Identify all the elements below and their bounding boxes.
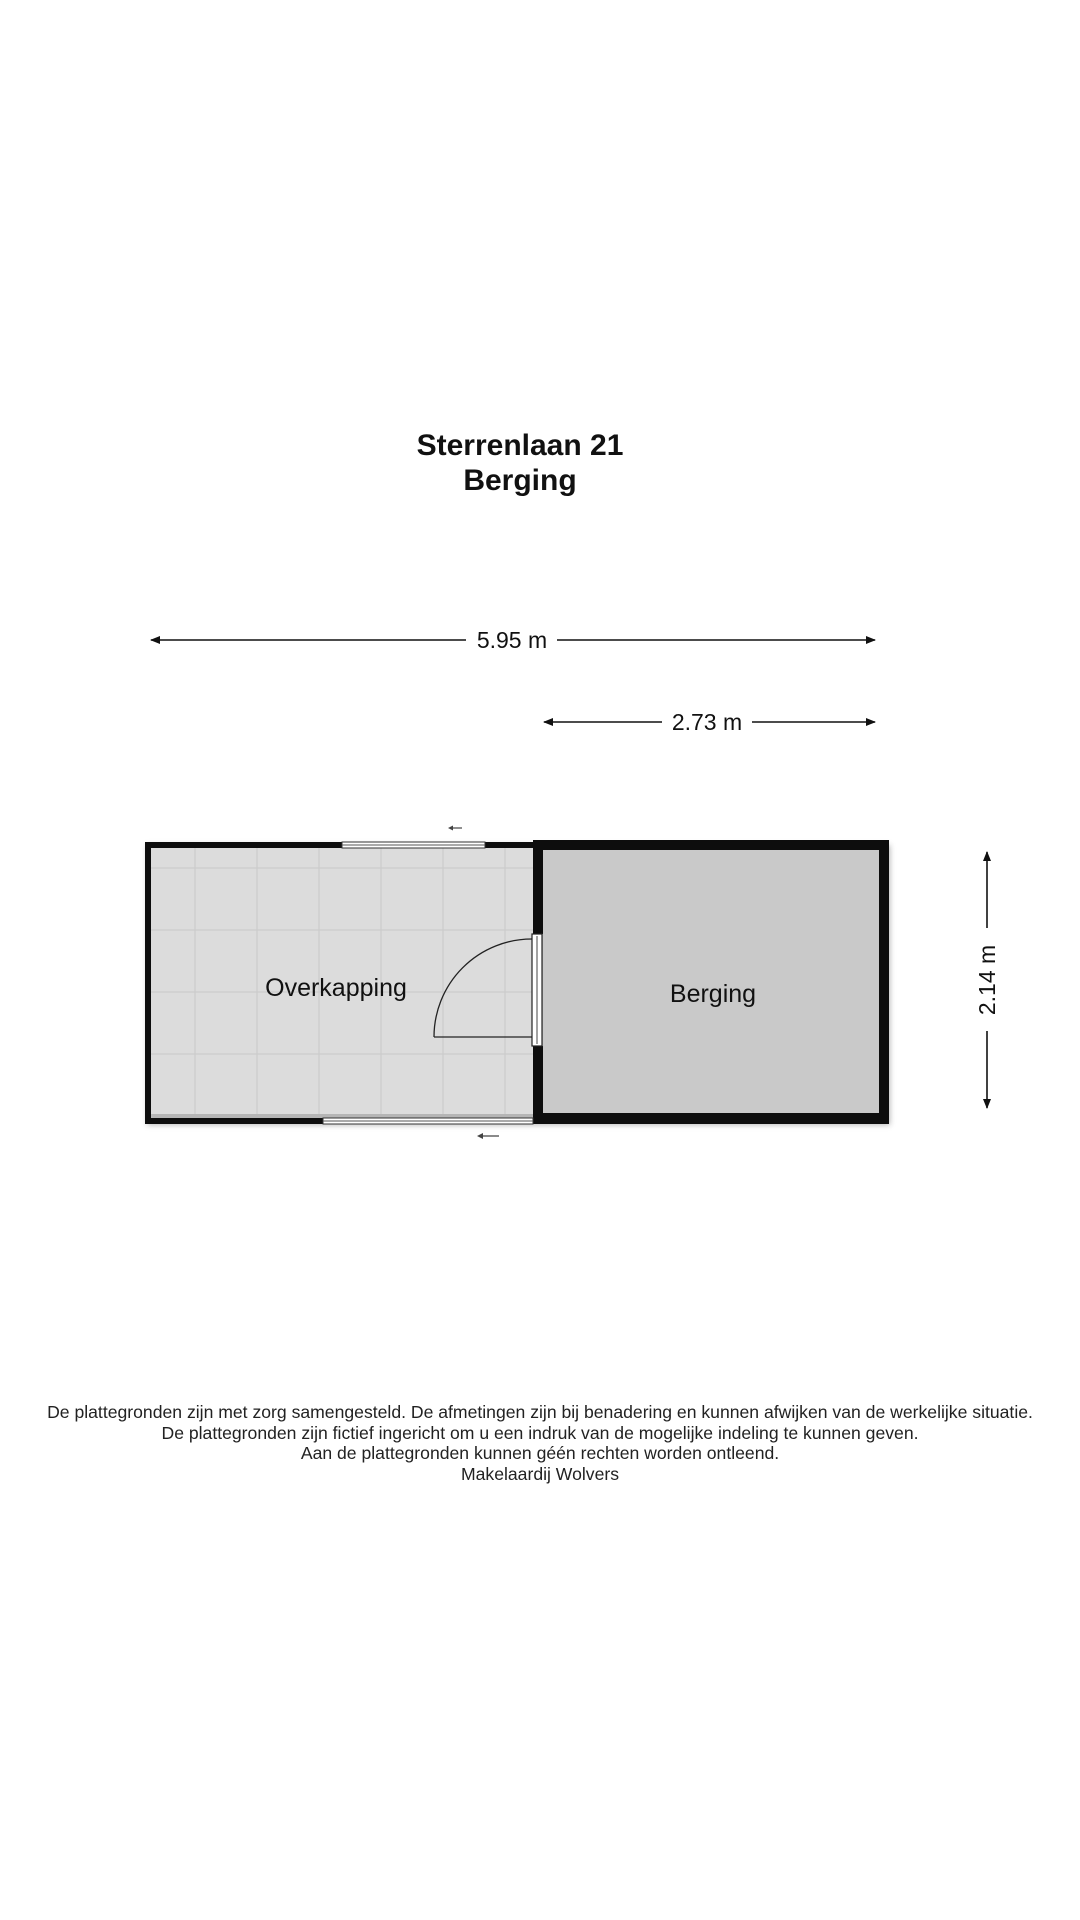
- dimension-total-width-label: 5.95 m: [476, 627, 548, 653]
- dimension-depth-label: 2.14 m: [974, 944, 1000, 1016]
- dimension-berging-width: [544, 709, 875, 735]
- wall-berging-bottom: [533, 1113, 889, 1124]
- slide-arrow-left-icon: [477, 1133, 499, 1139]
- sliding-door-top: [342, 826, 485, 849]
- wall-overkapping-top-left: [145, 842, 342, 848]
- room-label-berging: Berging: [669, 980, 757, 1008]
- wall-berging-right: [879, 840, 889, 1124]
- plan-subtitle: Berging: [463, 464, 577, 497]
- disclaimer-line: De plattegronden zijn met zorg samengesteld. De afmetingen zijn bij benadering en kunnen afwijken van de werkelijke situatie.: [47, 1402, 1033, 1422]
- wall-overkapping-top-right: [485, 842, 541, 848]
- room-label-overkapping: Overkapping: [265, 974, 407, 1002]
- wall-overkapping-bottom-left: [145, 1118, 323, 1124]
- slide-arrow-left-icon: [448, 826, 462, 831]
- address-title: Sterrenlaan 21: [416, 429, 624, 462]
- agency-name: Makelaardij Wolvers: [460, 1463, 620, 1484]
- wall-divider-top: [533, 842, 543, 934]
- wall-overkapping-left: [145, 842, 151, 1124]
- wall-berging-top: [533, 840, 889, 850]
- disclaimer-line: De plattegronden zijn fictief ingericht om u een indruk van de mogelijke indeling te kunnen geven.: [161, 1422, 919, 1443]
- sliding-door-bottom: [323, 1118, 533, 1139]
- dimension-depth: [974, 852, 1000, 1108]
- dimension-berging-width-label: 2.73 m: [671, 709, 743, 735]
- disclaimer: [0, 1402, 1080, 1484]
- disclaimer-line: Aan de plattegronden kunnen géén rechten worden ontleend.: [300, 1443, 780, 1463]
- wall-divider-bottom: [533, 1046, 543, 1124]
- dimension-total-width: [151, 627, 875, 653]
